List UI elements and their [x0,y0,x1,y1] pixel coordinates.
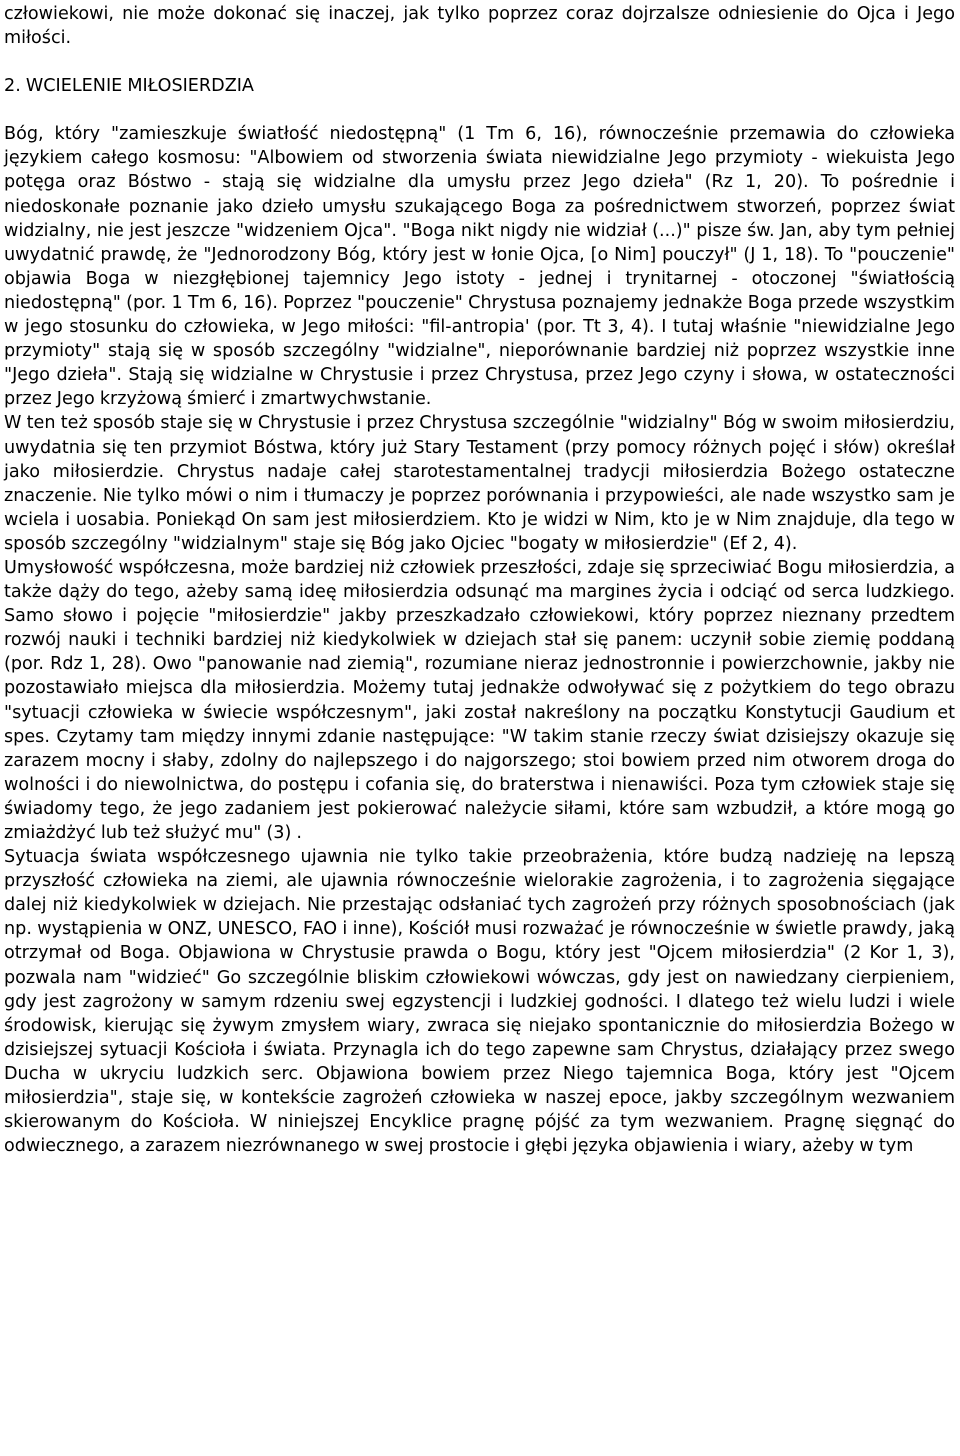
paragraph-4: Sytuacja świata współczesnego ujawnia nie tylko takie przeobrażenia, które budzą nadzieję na lepszą przyszłość człowieka na ziemi, ale ujawnia równocześnie wielorakie zagrożenia, i to zagrożenia sięgające dalej niż kiedykolwiek w dziejach. Nie przestając odsłaniać tych zagrożeń przy różnych sposobnościach (jak np. wystąpienia w ONZ, UNESCO, FAO i inne), Kościół musi rozważać je równocześnie w świetle prawdy, jaką otrzymał od Boga. Objawiona w Chrystusie prawda o Bogu, który jest "Ojcem miłosierdzia" (2 Kor 1, 3), pozwala nam "widzieć" Go szczególnie bliskim człowiekowi wówczas, gdy jest on nawiedzany cierpieniem, gdy jest zagrożony w samym rdzeniu swej egzystencji i ludzkiej godności. I dlatego też wielu ludzi i wiele środowisk, kierując się żywym zmysłem wiary, zwraca się niejako spontanicznie do miłosierdzia Bożego w dzisiejszej sytuacji Kościoła i świata. Przynagla ich do tego zapewne sam Chrystus, działający przez swego Ducha w ukryciu ludzkich serc. Objawiona bowiem przez Niego tajemnica Boga, który jest "Ojcem miłosierdzia", staje się, w kontekście zagrożeń człowieka w naszej epoce, jakby szczególnym wezwaniem skierowanym do Kościoła. W niniejszej Encyklice pragnę pójść za tym wezwaniem. Pragnę sięgnąć do odwiecznego, a zarazem niezrównanego w swej prostocie i głębi języka objawienia i wiary, ażeby w tym [4,847,955,1157]
paragraph-intro: człowiekowi, nie może dokonać się inaczej, jak tylko poprzez coraz dojrzalsze odniesienie do Ojca i Jego miłości. [4,4,955,49]
paragraph-2: W ten też sposób staje się w Chrystusie i przez Chrystusa szczególnie "widzialny" Bóg w swoim miłosierdziu, uwydatnia się ten przymiot Bóstwa, który już Stary Testament (przy pomocy różnych pojęć i słów) określał jako miłosierdzie. Chrystus nadaje całej starotestamentalnej tradycji miłosierdzia Bożego ostateczne znaczenie. Nie tylko mówi o nim i tłumaczy je poprzez porównania i przypowieści, ale nade wszystko sam je wciela i uosabia. Poniekąd On sam jest miłosierdziem. Kto je widzi w Nim, kto je w Nim znajduje, dla tego w sposób szczególny "widzialnym" staje się Bóg jako Ojciec "bogaty w miłosierdzie" (Ef 2, 4). [4,413,955,554]
paragraph-3: Umysłowość współczesna, może bardziej niż człowiek przeszłości, zdaje się sprzeciwiać Bogu miłosierdzia, a także dąży do tego, ażeby samą ideę miłosierdzia odsunąć ma margines życia i odciąć od serca ludzkiego. Samo słowo i pojęcie "miłosierdzie" jakby przeszkadzało człowiekowi, który poprzez nieznany przedtem rozwój nauki i techniki bardziej niż kiedykolwiek w dziejach stał się panem: uczynił sobie ziemię poddaną (por. Rdz 1, 28). Owo "panowanie nad ziemią", rozumiane nieraz jednostronnie i powierzchownie, jakby nie pozostawiało miejsca dla miłosierdzia. Możemy tutaj jednakże odwoływać się z pożytkiem do tego obrazu "sytuacji człowieka w świecie współczesnym", jaki został nakreślony na początku Konstytucji Gaudium et spes. Czytamy tam między innymi zdanie następujące: "W takim stanie rzeczy świat dzisiejszy okazuje się zarazem mocny i słaby, zdolny do najlepszego i do najgorszego; stoi bowiem przed nim otworem droga do wolności i do niewolnictwa, do postępu i cofania się, do braterstwa i nienawiści. Poza tym człowiek staje się świadomy tego, że jego zadaniem jest pokierować należycie siłami, które sam wzbudził, a które mogą go zmiażdżyć lub też służyć mu" (3) . [4,557,955,843]
document-page [4,2,955,1158]
paragraph-1: Bóg, który "zamieszkuje światłość niedostępną" (1 Tm 6, 16), równocześnie przemawia do człowieka językiem całego kosmosu: "Albowiem od stworzenia świata niewidzialne Jego przymioty - wiekuista Jego potęga oraz Bóstwo - stają się widzialne dla umysłu przez Jego dzieła" (Rz 1, 20). To pośrednie i niedoskonałe poznanie jako dzieło umysłu szukającego Boga za pośrednictwem stworzeń, poprzez świat widzialny, nie jest jeszcze "widzeniem Ojca". "Boga nikt nigdy nie widział (...)" pisze św. Jan, aby tym pełniej uwydatnić prawdę, że "Jednorodzony Bóg, który jest w łonie Ojca, [o Nim] pouczył" (J 1, 18). To "pouczenie" objawia Boga w niezgłębionej tajemnicy Jego istoty - jednej i trynitarnej - otoczonej "światłością niedostępną" (por. 1 Tm 6, 16). Poprzez "pouczenie" Chrystusa poznajemy jednakże Boga przede wszystkim w jego stosunku do człowieka, w Jego miłości: "fil-antropia' (por. Tt 3, 4). I tutaj właśnie "niewidzialne Jego przymioty" stają się w sposób szczególny "widzialne", nieporównanie bardziej niż poprzez wszystkie inne "Jego dzieła". Stają się widzialne w Chrystusie i przez Chrystusa, przez Jego czyny i słowa, w ostateczności przez Jego krzyżową śmierć i zmartwychwstanie. [4,124,955,410]
section-heading: 2. WCIELENIE MIŁOSIERDZIA [4,76,254,97]
